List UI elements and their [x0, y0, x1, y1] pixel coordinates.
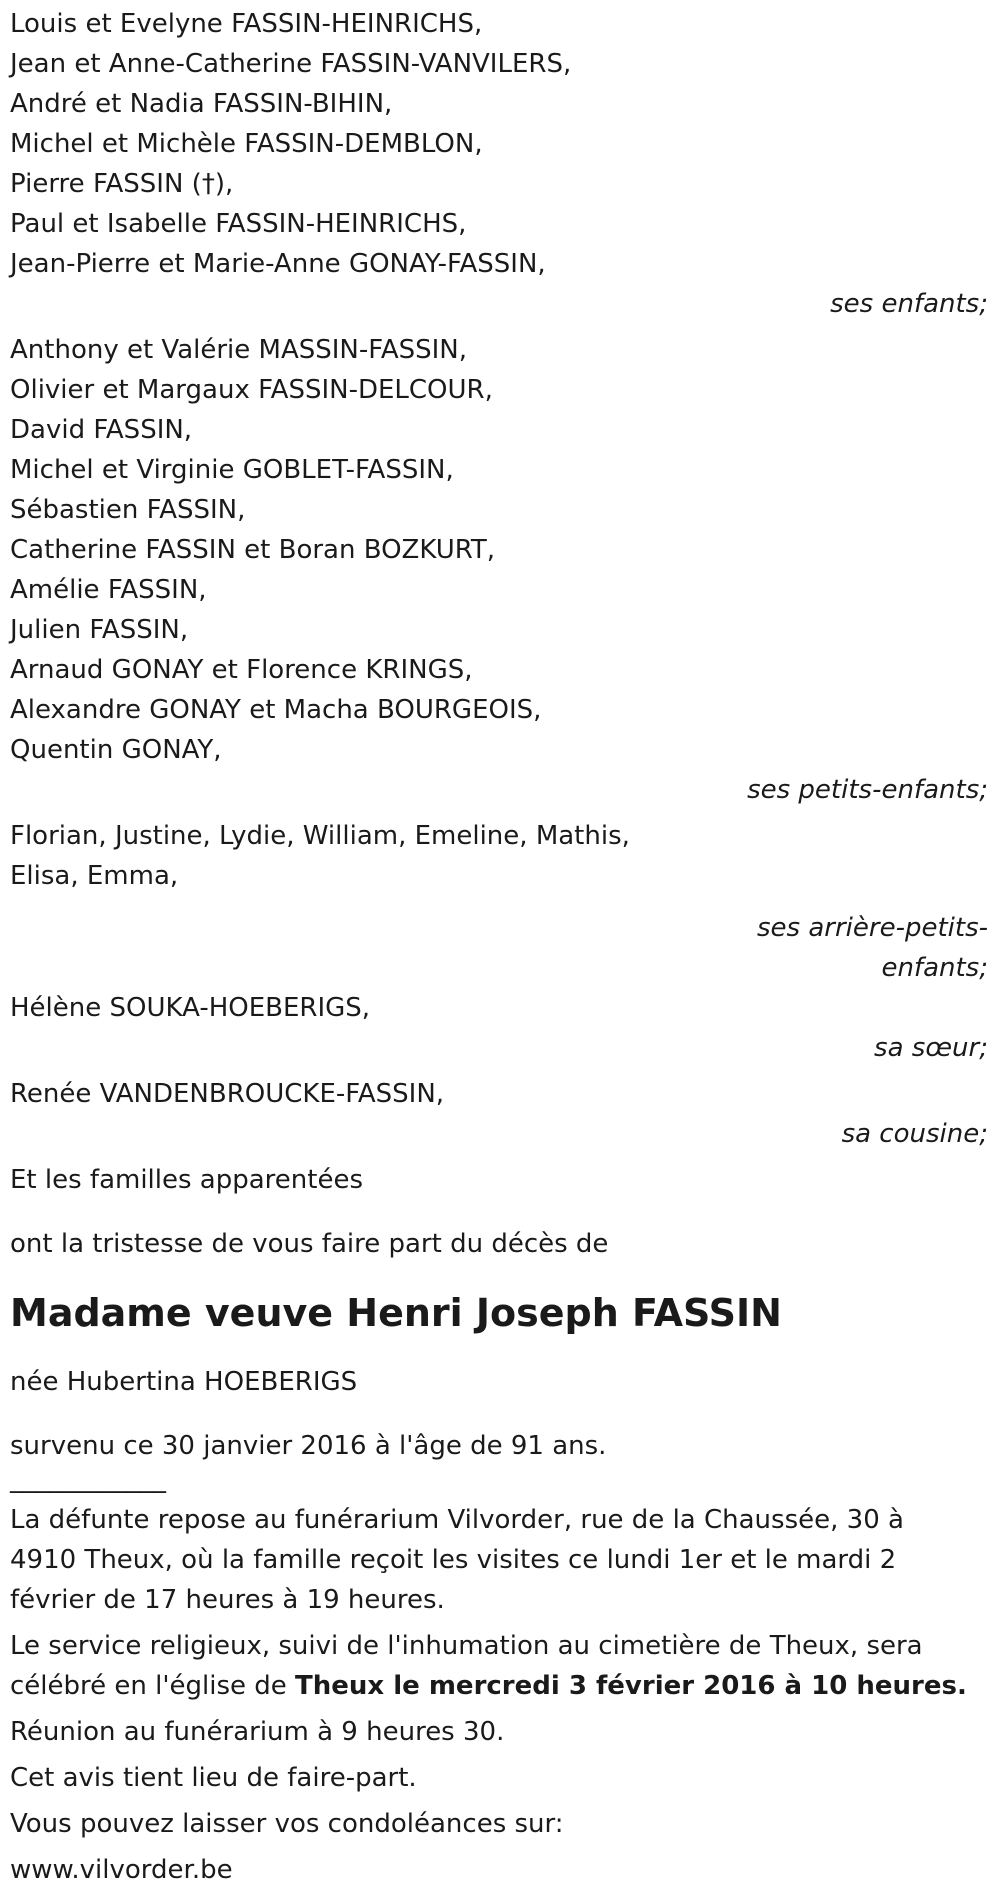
children-section	[10, 4, 990, 324]
grandchild-name: Sébastien FASSIN,	[10, 495, 246, 525]
great-grandchildren-section	[10, 816, 990, 988]
service-date-time: Theux le mercredi 3 février 2016 à 10 heures.	[295, 1671, 967, 1701]
cousin-relation: sa cousine;	[841, 1119, 988, 1149]
families-line: Et les familles apparentées	[10, 1165, 364, 1195]
grandchild-name: Quentin GONAY,	[10, 735, 222, 765]
service-info	[10, 1626, 970, 1706]
child-name: Michel et Michèle FASSIN-DEMBLON,	[10, 129, 483, 159]
great-grandchild-names: Florian, Justine, Lydie, William, Emeline, Mathis,	[10, 821, 630, 851]
reunion-info: Réunion au funérarium à 9 heures 30.	[10, 1717, 505, 1747]
grandchild-name: Anthony et Valérie MASSIN-FASSIN,	[10, 335, 467, 365]
grandchild-name: Julien FASSIN,	[10, 615, 189, 645]
notice-info: Cet avis tient lieu de faire-part.	[10, 1763, 417, 1793]
death-info: survenu ce 30 janvier 2016 à l'âge de 91 ans.	[10, 1431, 607, 1461]
grandchild-name: Arnaud GONAY et Florence KRINGS,	[10, 655, 473, 685]
great-grandchildren-relation-line2: enfants;	[881, 953, 988, 983]
cousin-section	[10, 1074, 990, 1154]
grandchild-name: Michel et Virginie GOBLET-FASSIN,	[10, 455, 454, 485]
children-relation: ses enfants;	[830, 289, 988, 319]
child-name: Paul et Isabelle FASSIN-HEINRICHS,	[10, 209, 467, 239]
grandchild-name: Catherine FASSIN et Boran BOZKURT,	[10, 535, 496, 565]
announcement-line: ont la tristesse de vous faire part du décès de	[10, 1229, 609, 1259]
great-grandchildren-relation-line1: ses arrière-petits-	[757, 913, 988, 943]
grandchildren-section	[10, 330, 990, 810]
service-text: Le service religieux, suivi de l'inhumation au cimetière de Theux, sera célébré en l'église de	[10, 1631, 923, 1701]
child-name: Jean et Anne-Catherine FASSIN-VANVILERS,	[10, 49, 572, 79]
sister-relation: sa sœur;	[874, 1033, 988, 1063]
child-name: Jean-Pierre et Marie-Anne GONAY-FASSIN,	[10, 249, 546, 279]
grandchild-name: Olivier et Margaux FASSIN-DELCOUR,	[10, 375, 493, 405]
obituary-notice	[10, 4, 990, 1890]
sister-name: Hélène SOUKA-HOEBERIGS,	[10, 993, 371, 1023]
grandchild-name: Alexandre GONAY et Macha BOURGEOIS,	[10, 695, 542, 725]
birth-name: née Hubertina HOEBERIGS	[10, 1367, 358, 1397]
child-name: Pierre FASSIN (†),	[10, 169, 234, 199]
sister-section	[10, 988, 990, 1068]
grandchildren-relation: ses petits-enfants;	[747, 775, 988, 805]
condolences-info: Vous pouvez laisser vos condoléances sur:	[10, 1809, 564, 1839]
child-name: André et Nadia FASSIN-BIHIN,	[10, 89, 393, 119]
separator-line: ____________	[10, 1464, 166, 1494]
website-link[interactable]: www.vilvorder.be	[10, 1855, 233, 1885]
grandchild-name: Amélie FASSIN,	[10, 575, 207, 605]
child-name: Louis et Evelyne FASSIN-HEINRICHS,	[10, 9, 483, 39]
repose-info: La défunte repose au funérarium Vilvorder, rue de la Chaussée, 30 à 4910 Theux, où la famille reçoit les visites ce lundi 1er et le mardi 2 février de 17 heures à 19 heures.	[10, 1505, 904, 1615]
cousin-name: Renée VANDENBROUCKE-FASSIN,	[10, 1079, 445, 1109]
great-grandchild-names: Elisa, Emma,	[10, 861, 179, 891]
grandchild-name: David FASSIN,	[10, 415, 193, 445]
deceased-name: Madame veuve Henri Joseph FASSIN	[10, 1291, 782, 1335]
